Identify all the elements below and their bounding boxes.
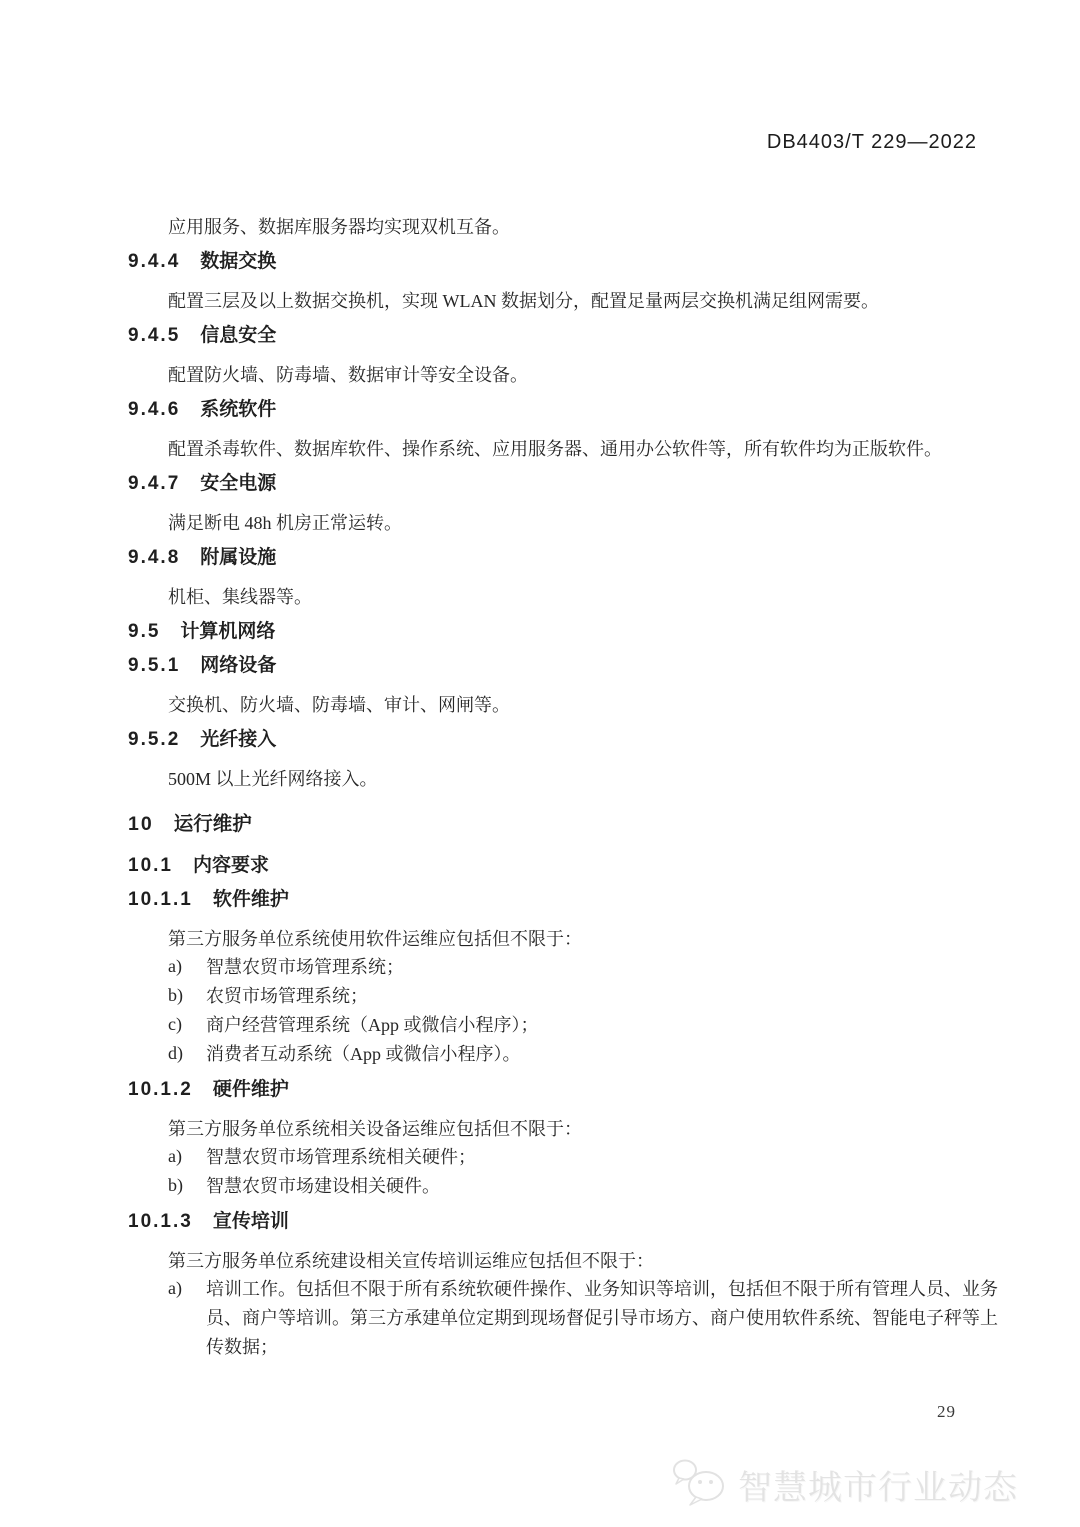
section-heading bbox=[128, 470, 998, 497]
heading-number: 9.4.6 bbox=[128, 399, 181, 420]
heading-number: 10 bbox=[128, 813, 154, 835]
section-heading bbox=[128, 852, 998, 879]
list-marker: b) bbox=[168, 985, 183, 1005]
section-heading bbox=[128, 544, 998, 571]
section-heading bbox=[128, 1076, 998, 1103]
watermark-text: 智慧城市行业动态 bbox=[738, 1469, 1018, 1507]
wechat-icon bbox=[672, 1456, 730, 1513]
document-content bbox=[128, 214, 998, 1362]
section-heading bbox=[128, 652, 998, 679]
heading-number: 9.4.5 bbox=[128, 325, 181, 346]
list-item bbox=[128, 1040, 998, 1069]
paragraph: 配置防火墙、防毒墙、数据审计等安全设备。 bbox=[168, 365, 528, 385]
heading-title: 硬件维护 bbox=[212, 1079, 289, 1100]
list-text: 培训工作。包括但不限于所有系统软硬件操作、业务知识等培训，包括但不限于所有管理人员、业务员、商户等培训。第三方承建单位定期到现场督促引导市场方、商户使用软件系统、智能电子秤等上传数据； bbox=[206, 1279, 998, 1357]
list-marker: c) bbox=[168, 1014, 182, 1034]
list-text: 消费者互动系统（App 或微信小程序）。 bbox=[206, 1044, 521, 1064]
heading-title: 宣传培训 bbox=[212, 1211, 289, 1232]
section-heading bbox=[128, 248, 998, 275]
list-text: 智慧农贸市场管理系统相关硬件； bbox=[206, 1147, 476, 1167]
heading-number: 9.4.8 bbox=[128, 547, 181, 568]
list-text: 农贸市场管理系统； bbox=[206, 986, 368, 1006]
list-marker: d) bbox=[168, 1043, 183, 1063]
heading-number: 10.1.3 bbox=[128, 1211, 193, 1232]
heading-title: 光纤接入 bbox=[200, 729, 277, 750]
section-heading bbox=[128, 396, 998, 423]
section-heading bbox=[128, 726, 998, 753]
heading-number: 10.1.2 bbox=[128, 1079, 193, 1100]
heading-number: 10.1 bbox=[128, 855, 173, 876]
list-marker: a) bbox=[168, 1278, 182, 1298]
list-item bbox=[128, 1011, 998, 1040]
heading-title: 运行维护 bbox=[173, 813, 252, 835]
paragraph: 500M 以上光纤网络接入。 bbox=[168, 769, 378, 789]
paragraph: 第三方服务单位系统相关设备运维应包括但不限于： bbox=[168, 1119, 582, 1139]
paragraph: 配置杀毒软件、数据库软件、操作系统、应用服务器、通用办公软件等，所有软件均为正版软件。 bbox=[168, 439, 942, 459]
section-heading bbox=[128, 322, 998, 349]
heading-title: 软件维护 bbox=[212, 889, 289, 910]
heading-title: 附属设施 bbox=[200, 547, 277, 568]
list-item bbox=[128, 1143, 998, 1172]
list-text: 商户经营管理系统（App 或微信小程序）； bbox=[206, 1015, 539, 1035]
heading-title: 系统软件 bbox=[200, 399, 277, 420]
paragraph: 配置三层及以上数据交换机，实现 WLAN 数据划分，配置足量两层交换机满足组网需要。 bbox=[168, 291, 879, 311]
list-item bbox=[128, 953, 998, 982]
heading-title: 信息安全 bbox=[200, 325, 277, 346]
heading-number: 10.1.1 bbox=[128, 889, 193, 910]
paragraph: 交换机、防火墙、防毒墙、审计、网闸等。 bbox=[168, 695, 510, 715]
paragraph: 机柜、集线器等。 bbox=[168, 587, 312, 607]
section-heading bbox=[128, 1208, 998, 1235]
section-heading bbox=[128, 811, 998, 838]
list-marker: a) bbox=[168, 956, 182, 976]
paragraph: 满足断电 48h 机房正常运转。 bbox=[168, 513, 402, 533]
paragraph: 第三方服务单位系统建设相关宣传培训运维应包括但不限于： bbox=[168, 1251, 654, 1271]
heading-number: 9.4.4 bbox=[128, 251, 181, 272]
list-item bbox=[128, 1172, 998, 1201]
section-heading bbox=[128, 886, 998, 913]
section-heading bbox=[128, 618, 998, 645]
heading-number: 9.5.1 bbox=[128, 655, 181, 676]
heading-number: 9.5 bbox=[128, 621, 161, 642]
paragraph: 第三方服务单位系统使用软件运维应包括但不限于： bbox=[168, 929, 582, 949]
list-marker: a) bbox=[168, 1146, 182, 1166]
heading-title: 内容要求 bbox=[192, 855, 269, 876]
standard-code: DB4403/T 229—2022 bbox=[766, 131, 977, 153]
heading-title: 数据交换 bbox=[200, 251, 277, 272]
list-text: 智慧农贸市场建设相关硬件。 bbox=[206, 1176, 440, 1196]
list-text: 智慧农贸市场管理系统； bbox=[206, 957, 404, 977]
heading-title: 网络设备 bbox=[200, 655, 277, 676]
watermark bbox=[672, 1456, 1018, 1513]
list-item bbox=[128, 982, 998, 1011]
list-marker: b) bbox=[168, 1175, 183, 1195]
list-item bbox=[128, 1275, 998, 1362]
page-number: 29 bbox=[937, 1402, 956, 1421]
heading-number: 9.5.2 bbox=[128, 729, 181, 750]
paragraph: 应用服务、数据库服务器均实现双机互备。 bbox=[168, 217, 510, 237]
heading-title: 安全电源 bbox=[200, 473, 277, 494]
heading-title: 计算机网络 bbox=[180, 621, 276, 642]
heading-number: 9.4.7 bbox=[128, 473, 181, 494]
